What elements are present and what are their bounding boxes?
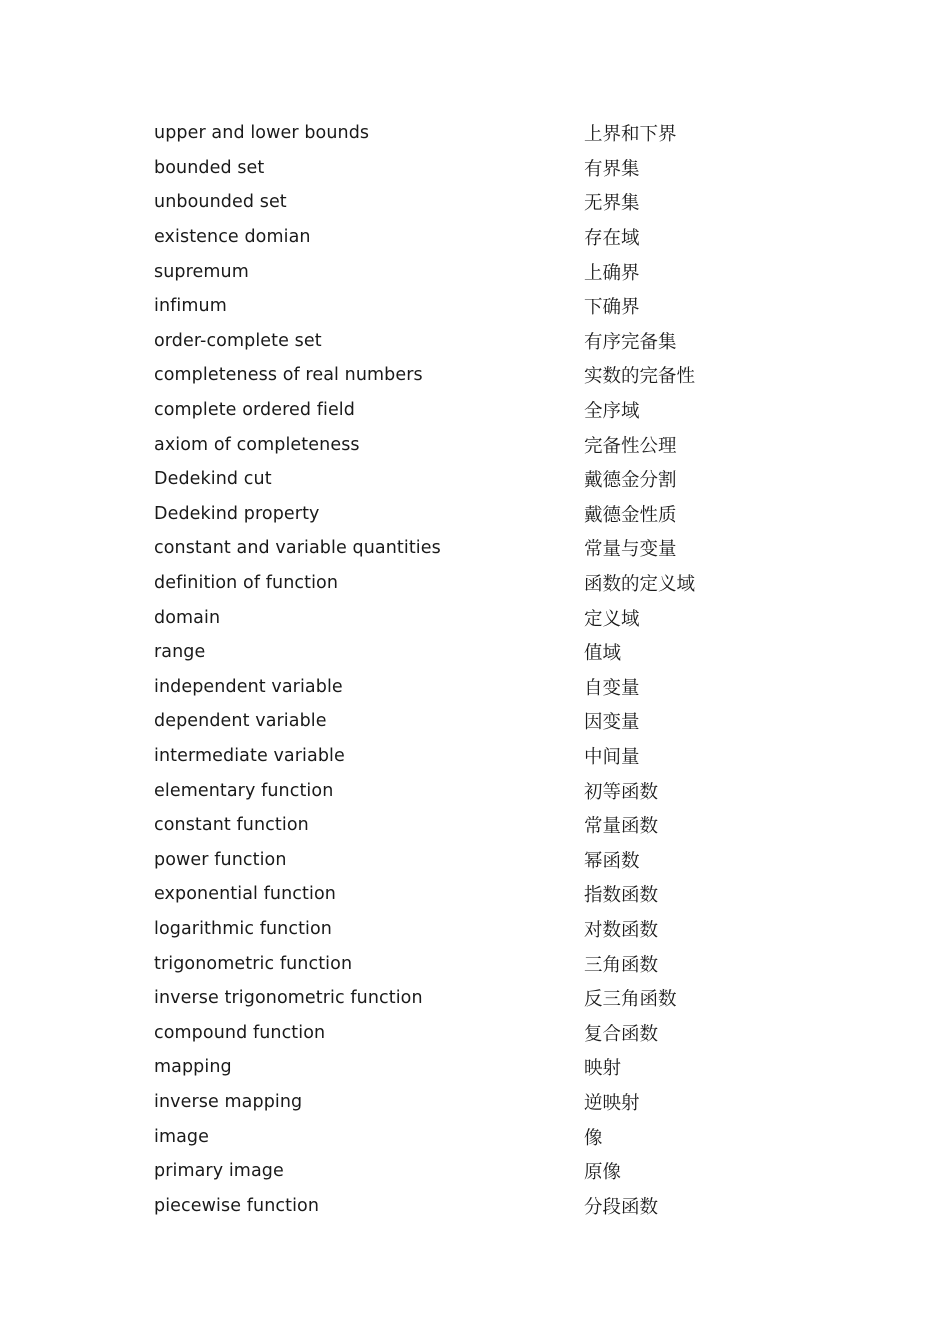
glossary-row [154, 1119, 794, 1154]
chinese-term: 戴德金分割 [584, 470, 677, 492]
chinese-term: 逆映射 [584, 1092, 640, 1114]
english-term: logarithmic function [154, 918, 332, 939]
english-term: infimum [154, 296, 227, 317]
glossary-row [154, 220, 794, 255]
glossary-row [154, 1188, 794, 1223]
english-term: exponential function [154, 884, 336, 905]
glossary-row [154, 842, 794, 877]
chinese-term: 复合函数 [584, 1023, 659, 1045]
english-term: independent variable [154, 676, 343, 697]
chinese-term: 初等函数 [584, 781, 659, 803]
chinese-term: 存在域 [584, 228, 640, 250]
glossary-row [154, 427, 794, 462]
glossary-row [154, 912, 794, 947]
chinese-term: 指数函数 [584, 885, 659, 907]
glossary-row [154, 1015, 794, 1050]
chinese-term: 值域 [584, 643, 622, 665]
chinese-term: 对数函数 [584, 919, 659, 941]
english-term: range [154, 642, 206, 663]
chinese-term: 下确界 [584, 297, 640, 319]
english-term: definition of function [154, 573, 339, 594]
glossary-row [154, 116, 794, 151]
chinese-term: 常量与变量 [584, 539, 677, 561]
glossary-row [154, 566, 794, 601]
glossary-row [154, 1154, 794, 1189]
chinese-term: 映射 [584, 1058, 622, 1080]
glossary-row [154, 254, 794, 289]
english-term: Dedekind cut [154, 469, 272, 490]
english-term: existence domian [154, 227, 311, 248]
english-term: completeness of real numbers [154, 365, 423, 386]
english-term: intermediate variable [154, 745, 345, 766]
glossary-row [154, 289, 794, 324]
glossary-row [154, 462, 794, 497]
chinese-term: 幂函数 [584, 850, 640, 872]
chinese-term: 原像 [584, 1162, 622, 1184]
english-term: trigonometric function [154, 953, 353, 974]
chinese-term: 全序域 [584, 401, 640, 423]
chinese-term: 因变量 [584, 712, 640, 734]
chinese-term: 函数的定义域 [584, 574, 696, 596]
chinese-term: 中间量 [584, 746, 640, 768]
chinese-term: 常量函数 [584, 816, 659, 838]
english-term: constant and variable quantities [154, 538, 441, 559]
glossary-row [154, 808, 794, 843]
glossary-row [154, 393, 794, 428]
english-term: elementary function [154, 780, 334, 801]
glossary-row [154, 531, 794, 566]
chinese-term: 像 [584, 1127, 603, 1149]
glossary-row [154, 704, 794, 739]
english-term: mapping [154, 1057, 232, 1078]
english-term: bounded set [154, 157, 265, 178]
english-term: inverse mapping [154, 1091, 303, 1112]
english-term: supremum [154, 261, 249, 282]
glossary-row [154, 1085, 794, 1120]
english-term: piecewise function [154, 1195, 320, 1216]
english-term: constant function [154, 815, 309, 836]
chinese-term: 完备性公理 [584, 435, 677, 457]
chinese-term: 三角函数 [584, 954, 659, 976]
english-term: primary image [154, 1161, 284, 1182]
glossary-row [154, 358, 794, 393]
glossary-row [154, 981, 794, 1016]
english-term: upper and lower bounds [154, 123, 370, 144]
glossary-row [154, 324, 794, 359]
glossary-list [154, 116, 794, 1223]
glossary-row [154, 635, 794, 670]
chinese-term: 有序完备集 [584, 331, 677, 353]
english-term: compound function [154, 1022, 326, 1043]
chinese-term: 反三角函数 [584, 989, 677, 1011]
english-term: domain [154, 607, 221, 628]
english-term: complete ordered field [154, 400, 355, 421]
chinese-term: 定义域 [584, 608, 640, 630]
glossary-row [154, 151, 794, 186]
chinese-term: 上界和下界 [584, 124, 677, 146]
chinese-term: 实数的完备性 [584, 366, 696, 388]
glossary-row [154, 600, 794, 635]
glossary-row [154, 877, 794, 912]
english-term: power function [154, 849, 287, 870]
chinese-term: 戴德金性质 [584, 504, 677, 526]
chinese-term: 分段函数 [584, 1196, 659, 1218]
english-term: dependent variable [154, 711, 327, 732]
english-term: axiom of completeness [154, 434, 360, 455]
glossary-row [154, 739, 794, 774]
chinese-term: 无界集 [584, 193, 640, 215]
english-term: unbounded set [154, 192, 287, 213]
glossary-row [154, 185, 794, 220]
english-term: order-complete set [154, 330, 322, 351]
chinese-term: 有界集 [584, 158, 640, 180]
glossary-row [154, 773, 794, 808]
glossary-row [154, 670, 794, 705]
chinese-term: 自变量 [584, 677, 640, 699]
english-term: inverse trigonometric function [154, 988, 423, 1009]
glossary-row [154, 1050, 794, 1085]
glossary-row [154, 497, 794, 532]
glossary-row [154, 946, 794, 981]
english-term: image [154, 1126, 210, 1147]
english-term: Dedekind property [154, 503, 320, 524]
chinese-term: 上确界 [584, 262, 640, 284]
